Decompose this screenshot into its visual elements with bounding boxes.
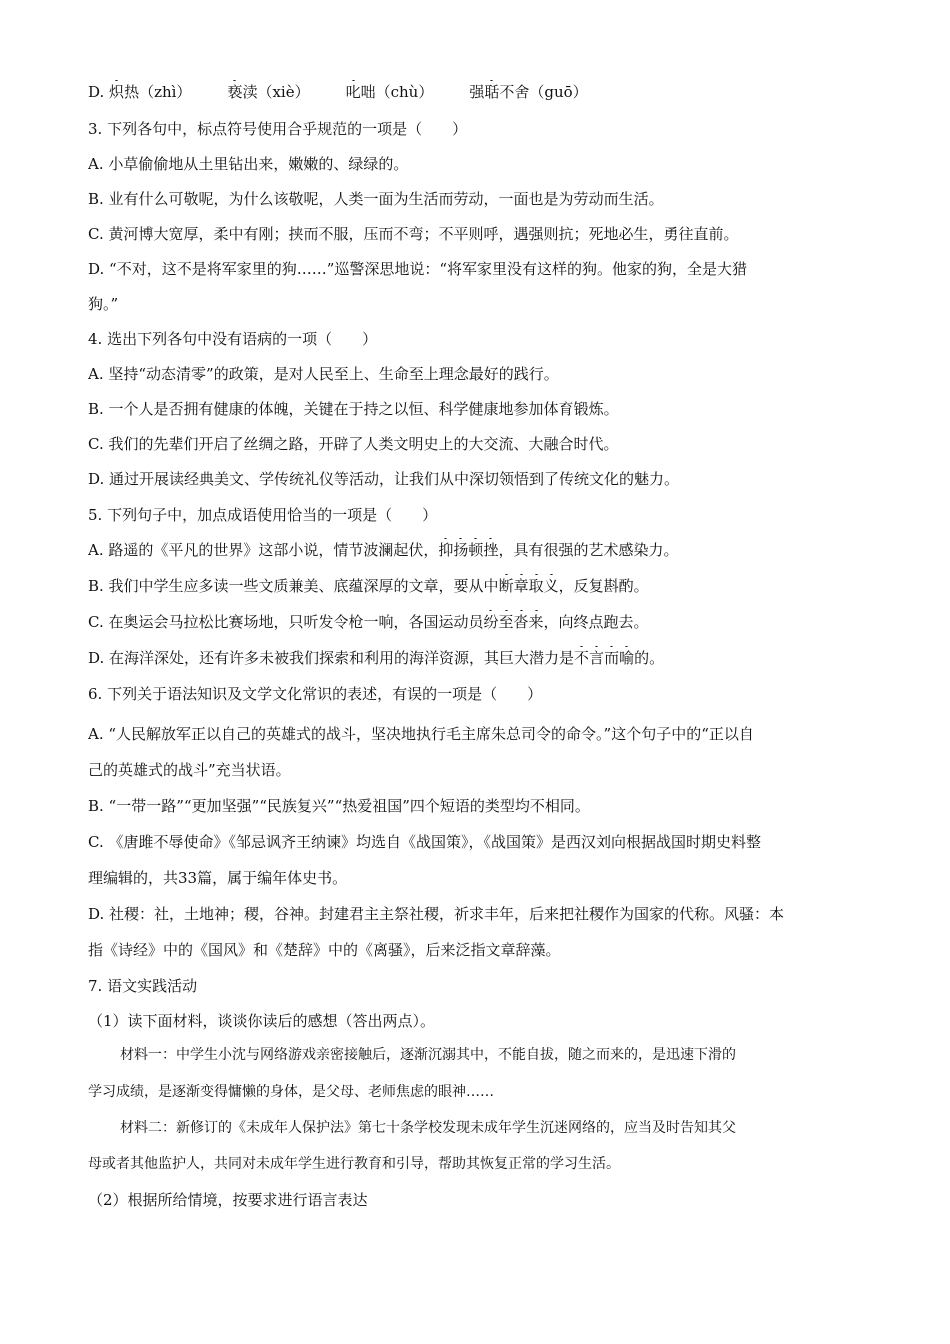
text-line: 3. 下列各句中，标点符号使用合乎规范的一项是（ ）: [88, 120, 468, 138]
text-line: 母或者其他监护人，共同对未成年学生进行教育和引导，帮助其恢复正常的学习生活。: [88, 1156, 620, 1172]
idiom-option-line: [88, 538, 870, 562]
emphasis-char: 聒: [484, 80, 499, 104]
line-prefix: D. 在海洋深处，还有许多未被我们探索和利用的海洋资源，其巨大潜力是: [88, 649, 575, 667]
emphasis-char: 亵: [227, 80, 242, 104]
text-line: 理编辑的，共33篇，属于编年体史书。: [88, 869, 348, 887]
text-line: B. 业有什么可敬呢，为什么该敬呢，人类一面为生活而劳动，一面也是为劳动而生活。: [88, 190, 664, 208]
emphasis-char: 不: [574, 646, 589, 670]
emphasized-idiom: [574, 649, 634, 667]
emphasis-char: 扬: [453, 538, 468, 562]
emphasis-char: 来: [529, 610, 544, 634]
emphasis-char: 至: [499, 610, 514, 634]
emphasized-idiom: [438, 541, 498, 559]
text-line: A. 坚持“动态清零”的政策，是对人民至上、生命至上理念最好的践行。: [88, 365, 559, 383]
line-prefix: B. 我们中学生应多读一些文质兼美、底蕴深厚的文章，要从中: [88, 577, 499, 595]
emphasis-char: 沓: [514, 610, 529, 634]
item-rest: 热（zhì）: [124, 83, 192, 101]
line-suffix: 的。: [634, 649, 665, 667]
text-line: 4. 选出下列各句中没有语病的一项（ ）: [88, 330, 378, 348]
emphasis-char: 挫: [483, 538, 498, 562]
line-prefix: C. 在奥运会马拉松比赛场地，只听发令枪一响，各国运动员: [88, 613, 484, 631]
text-line: 己的英雄式的战斗”充当状语。: [88, 761, 291, 779]
text-line: （1）读下面材料，谈谈你读后的感想（答出两点）。: [88, 1012, 436, 1030]
emphasis-char: 纷: [483, 610, 498, 634]
item-rest: 渎（xiè）: [242, 83, 310, 101]
emphasis-char: 义: [544, 574, 559, 598]
emphasis-char: 言: [589, 646, 604, 670]
item-rest: 不舍（guō）: [499, 83, 588, 101]
pinyin-item: [109, 80, 191, 104]
line-suffix: ，具有很强的艺术感染力。: [498, 541, 679, 559]
text-line: 5. 下列句子中，加点成语使用恰当的一项是（ ）: [88, 506, 438, 524]
emphasis-char: 抑: [438, 538, 453, 562]
emphasis-char: 章: [514, 574, 529, 598]
text-line: 7. 语文实践活动: [88, 977, 198, 995]
emphasized-idiom: [499, 577, 559, 595]
option-line: [88, 80, 870, 104]
emphasis-char: 炽: [109, 80, 124, 104]
pinyin-item: [346, 80, 434, 104]
emphasis-char: 喻: [619, 646, 634, 670]
option-label: D.: [88, 83, 105, 101]
text-line: C. 我们的先辈们开启了丝绸之路，开辟了人类文明史上的大交流、大融合时代。: [88, 435, 619, 453]
idiom-option-line: [88, 610, 870, 634]
emphasis-char: 叱: [346, 80, 361, 104]
idiom-option-line: [88, 646, 870, 670]
line-suffix: ，反复斟酌。: [558, 577, 649, 595]
pinyin-item: [469, 80, 587, 104]
text-line: D. “不对，这不是将军家里的狗……”巡警深思地说：“将军家里没有这样的狗。他家的狗，全是大猎: [88, 260, 748, 278]
text-line: 学习成绩，是逐渐变得慵懒的身体，是父母、老师焦虑的眼神……: [88, 1084, 494, 1100]
idiom-option-line: [88, 574, 870, 598]
emphasized-idiom: [483, 613, 543, 631]
text-line: C. 《唐雎不辱使命》《邹忌讽齐王纳谏》均选自《战国策》，《战国策》是西汉刘向根据战国时期史料整: [88, 833, 761, 851]
text-line: 狗。”: [88, 295, 119, 313]
item-prefix: 强: [469, 83, 485, 101]
emphasis-char: 顿: [468, 538, 483, 562]
emphasis-char: 断: [499, 574, 514, 598]
text-line: A. “人民解放军正以自己的英雄式的战斗，坚决地执行毛主席朱总司令的命令。”这个句子中的“正以自: [88, 725, 754, 743]
text-line: 材料二：新修订的《未成年人保护法》第七十条学校发现未成年学生沉迷网络的，应当及时告知其父: [120, 1120, 736, 1136]
text-line: D. 社稷：社，土地神；稷，谷神。封建君主主祭社稷，祈求丰年，后来把社稷作为国家的代称。风骚：本: [88, 905, 785, 923]
text-line: 6. 下列关于语法知识及文学文化常识的表述，有误的一项是（ ）: [88, 685, 543, 703]
text-line: A. 小草偷偷地从土里钻出来，嫩嫩的、绿绿的。: [88, 155, 409, 173]
text-line: 材料一：中学生小沈与网络游戏亲密接触后，逐渐沉溺其中，不能自拔，随之而来的，是迅速下滑的: [120, 1047, 736, 1063]
text-line: B. 一个人是否拥有健康的体魄，关键在于持之以恒、科学健康地参加体育锻炼。: [88, 400, 619, 418]
text-line: D. 通过开展读经典美文、学传统礼仪等活动，让我们从中深切领悟到了传统文化的魅力。: [88, 470, 680, 488]
emphasis-char: 取: [529, 574, 544, 598]
text-line: B. “一带一路”“更加坚强”“民族复兴”“热爱祖国”四个短语的类型均不相同。: [88, 797, 590, 815]
text-line: 指《诗经》中的《国风》和《楚辞》中的《离骚》，后来泛指文章辞藻。: [88, 941, 561, 959]
emphasis-char: 而: [604, 646, 619, 670]
item-rest: 咄（chù）: [360, 83, 434, 101]
pinyin-item: [227, 80, 309, 104]
line-suffix: ，向终点跑去。: [543, 613, 649, 631]
line-prefix: A. 路遥的《平凡的世界》这部小说，情节波澜起伏，: [88, 541, 439, 559]
text-line: C. 黄河博大宽厚，柔中有刚；挟而不服，压而不弯；不平则呼，遇强则抗；死地必生，勇往直前。: [88, 225, 739, 243]
text-line: （2）根据所给情境，按要求进行语言表达: [88, 1191, 368, 1209]
